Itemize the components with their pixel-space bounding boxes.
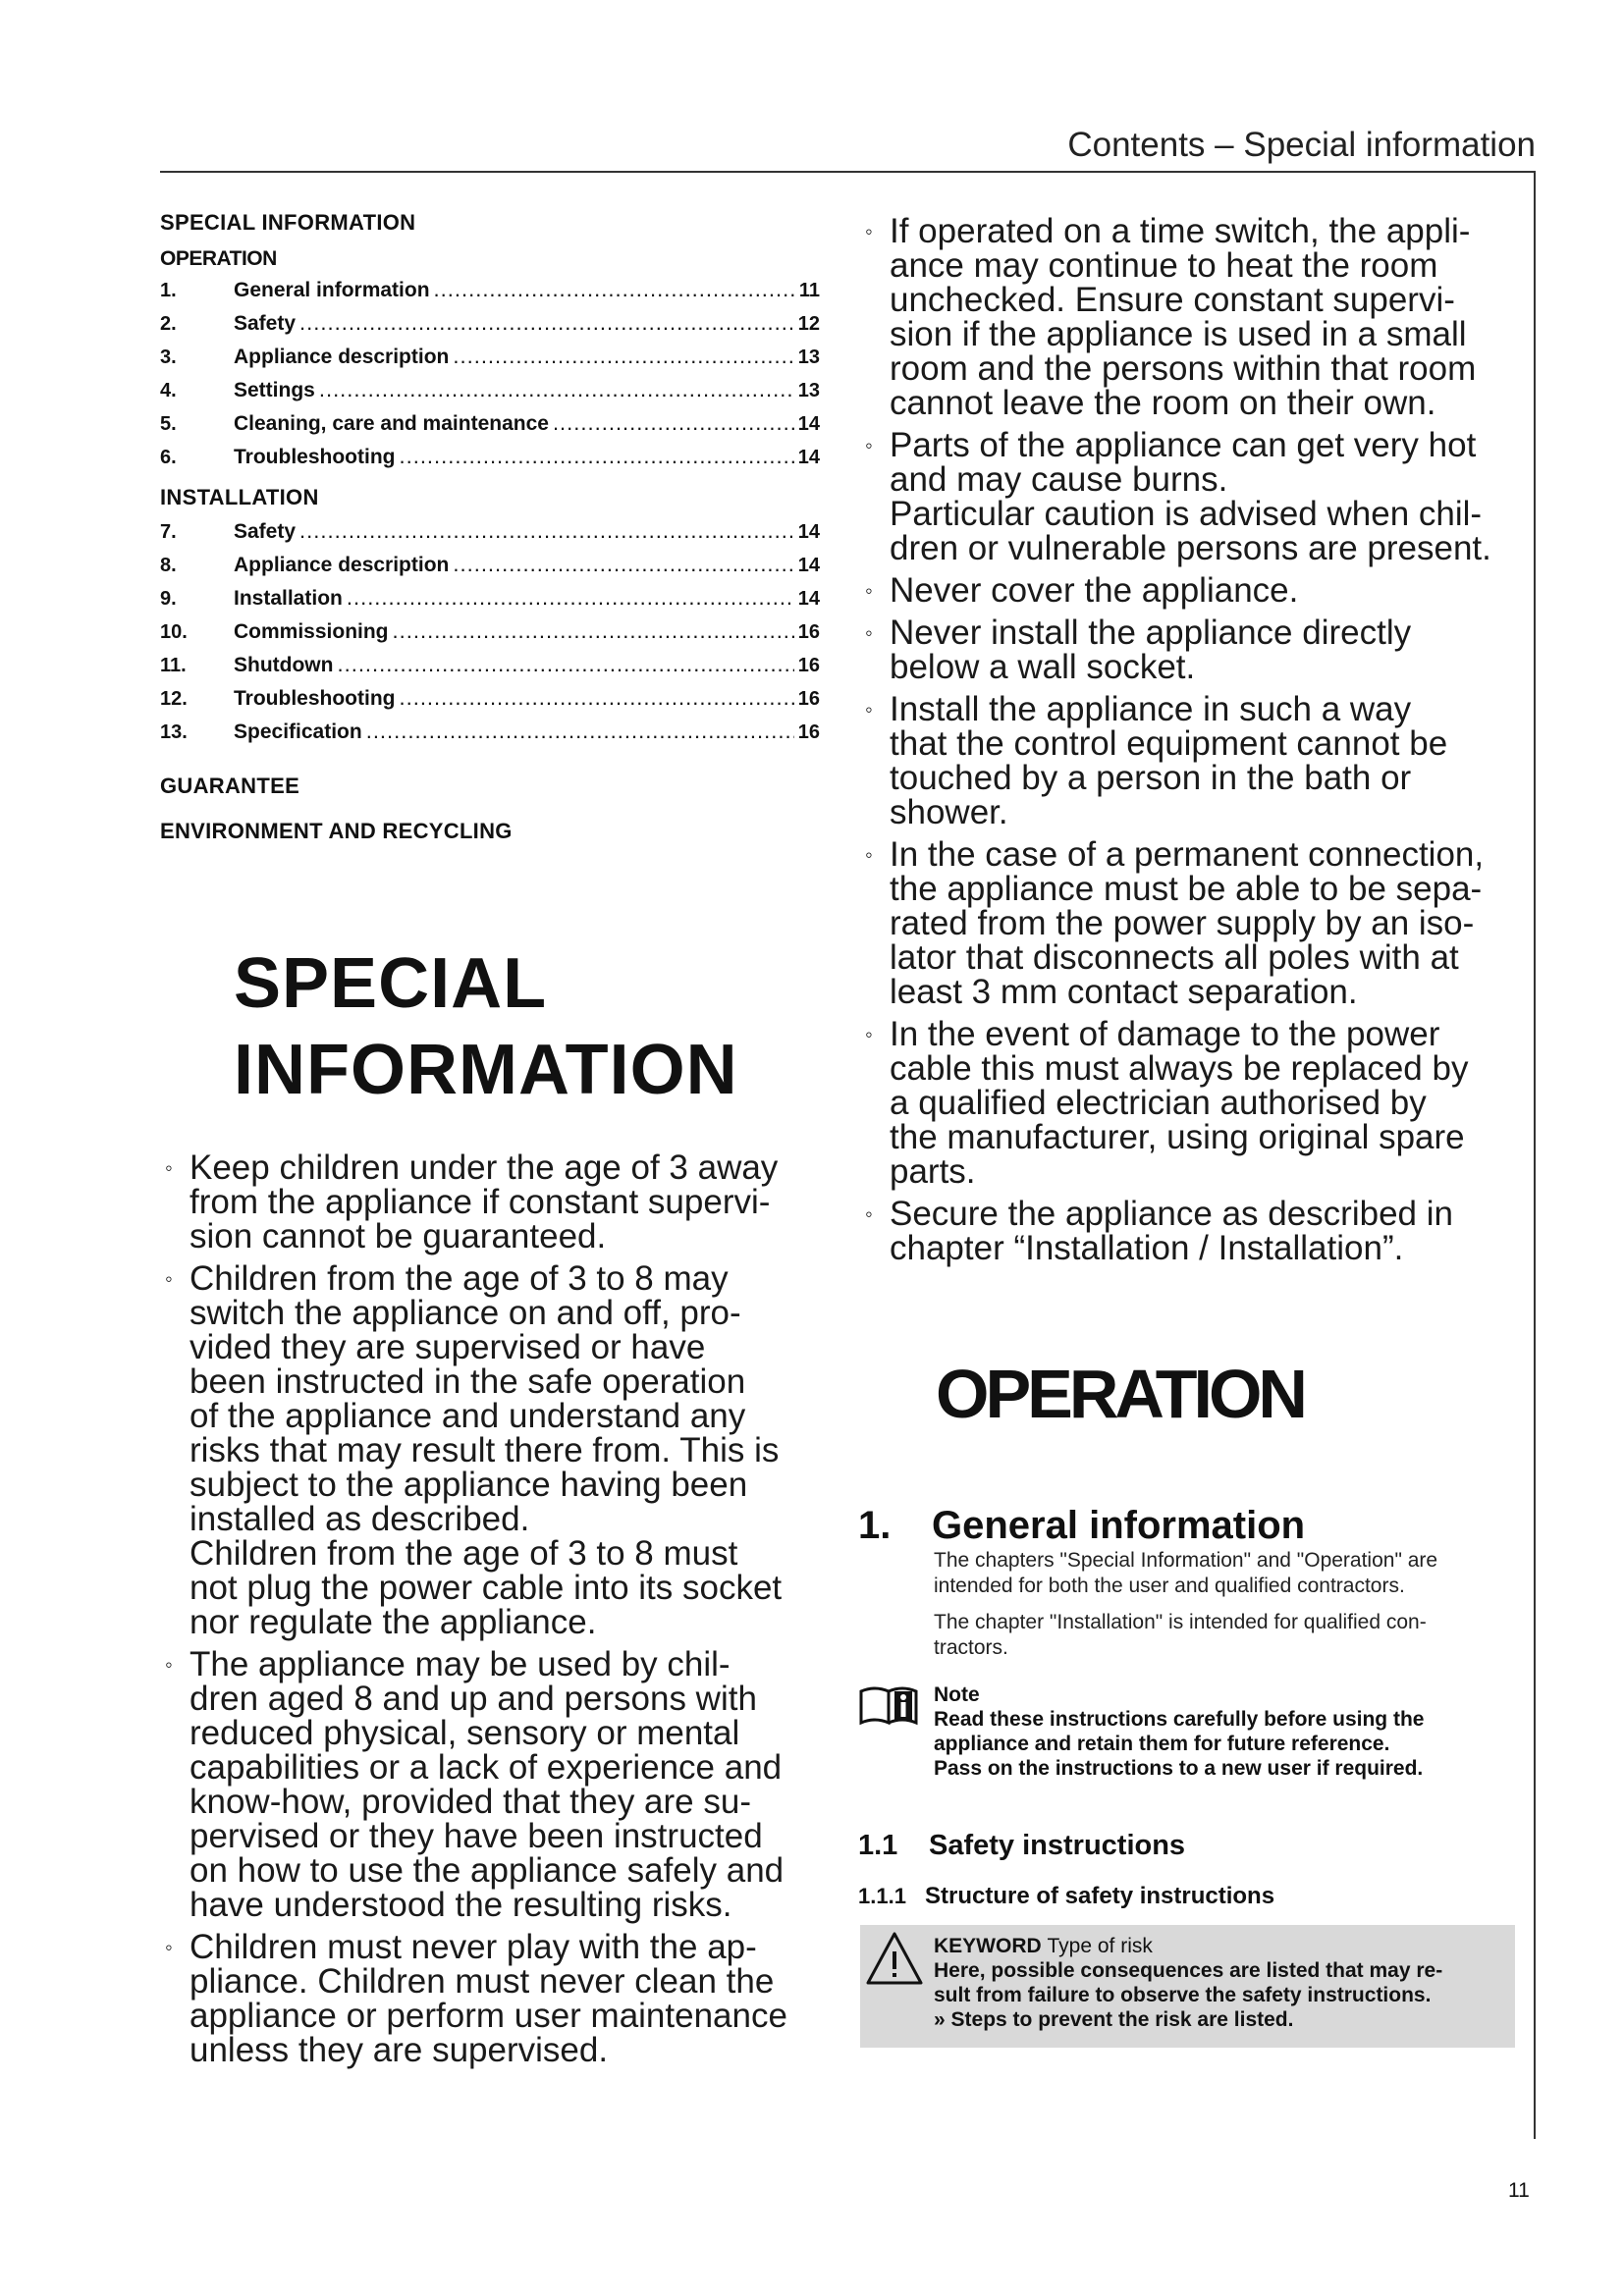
- toc-page: 14: [797, 555, 820, 576]
- toc-label: Installation: [234, 587, 343, 610]
- bullet-marker: ◦: [865, 1201, 873, 1226]
- toc-page: 13: [797, 347, 820, 368]
- toc-page: 11: [798, 280, 820, 301]
- bullet-marker: ◦: [865, 842, 873, 867]
- bullet-marker: ◦: [165, 1266, 173, 1291]
- bullet-text: Never install the appliance directly below a wall socket.: [890, 614, 1412, 686]
- toc-number: 6.: [160, 447, 177, 468]
- toc-page: 13: [797, 380, 820, 401]
- toc-label: Settings: [234, 379, 315, 401]
- bullet-item: [865, 1015, 1538, 1191]
- bullet-item: [165, 1148, 838, 1255]
- toc-leader-dots: [553, 410, 794, 436]
- toc-number: 7.: [160, 521, 177, 543]
- toc-section-environment: ENVIRONMENT AND RECYCLING: [160, 819, 513, 843]
- bullet-marker: ◦: [865, 578, 873, 603]
- toc-row[interactable]: [160, 585, 820, 618]
- toc-number: 1.: [160, 280, 177, 301]
- toc-page: 14: [797, 588, 820, 610]
- bullet-text: The appliance may be used by chil- dren aged 8 and up and persons with reduced physical, sensory or mental capabilities or a lack of experience and know-how, provided that they are su- pervised or they have been instructed on how to use the appliance safely and have understood the resulting risks.: [189, 1645, 785, 1924]
- bullet-marker: ◦: [865, 1022, 873, 1046]
- bullet-item: [165, 1645, 838, 1924]
- toc-section-operation: OPERATION: [160, 247, 277, 270]
- toc-leader-dots: [434, 277, 795, 302]
- toc-row[interactable]: [160, 277, 820, 310]
- toc-number: 10.: [160, 621, 188, 643]
- toc-number: 13.: [160, 721, 188, 743]
- toc-label: Safety: [234, 312, 297, 335]
- toc-label: Appliance description: [234, 554, 450, 576]
- toc-leader-dots: [299, 518, 794, 544]
- operation-title: OPERATION: [936, 1356, 1304, 1432]
- note-text: Read these instructions carefully before using the appliance and retain them for future reference. Pass on the instructions to a new user if required.: [934, 1708, 1425, 1780]
- toc-row[interactable]: [160, 444, 820, 477]
- bullet-marker: ◦: [865, 697, 873, 721]
- note-heading: Note: [934, 1683, 980, 1706]
- toc-number: 2.: [160, 313, 177, 335]
- bullet-text: Install the appliance in such a way that the control equipment cannot be touched by a person in the bath or shower.: [890, 690, 1448, 831]
- toc-section-guarantee: GUARANTEE: [160, 774, 300, 798]
- toc-label: Cleaning, care and maintenance: [234, 412, 549, 435]
- bullet-marker: ◦: [865, 433, 873, 457]
- toc-label: General information: [234, 279, 430, 301]
- toc-row[interactable]: [160, 518, 820, 552]
- toc-leader-dots: [337, 652, 793, 677]
- bullet-item: [865, 690, 1538, 831]
- toc-row[interactable]: [160, 552, 820, 585]
- toc-label: Safety: [234, 520, 297, 543]
- toc-section-special: SPECIAL INFORMATION: [160, 210, 416, 235]
- toc-leader-dots: [366, 719, 794, 744]
- toc-number: 5.: [160, 413, 177, 435]
- bullet-item: [865, 614, 1538, 686]
- toc-row[interactable]: [160, 618, 820, 652]
- bullet-marker: ◦: [165, 1935, 173, 1959]
- bullet-text: Children must never play with the ap- pliance. Children must never clean the appliance or perform user maintenance unless they are supervised.: [189, 1928, 787, 2069]
- toc-row[interactable]: [160, 377, 820, 410]
- toc-leader-dots: [319, 377, 794, 402]
- header-title: Contents – Special information: [1067, 126, 1536, 164]
- bullet-marker: ◦: [165, 1652, 173, 1677]
- header-rule: [160, 171, 1536, 173]
- toc-number: 9.: [160, 588, 177, 610]
- toc-label: Specification: [234, 721, 362, 743]
- toc-leader-dots: [399, 685, 793, 711]
- right-bullet-list: [865, 212, 1538, 1273]
- toc-installation-list: [160, 518, 820, 752]
- bullet-item: [865, 835, 1538, 1011]
- toc-row[interactable]: [160, 344, 820, 377]
- section-1-paragraph-2: The chapter "Installation" is intended for qualified con- tractors.: [934, 1611, 1427, 1659]
- bullet-item: [865, 426, 1538, 567]
- bullet-marker: ◦: [865, 219, 873, 243]
- bullet-item: [865, 571, 1538, 610]
- page-number: 11: [1508, 2179, 1530, 2202]
- toc-number: 11.: [160, 655, 187, 676]
- toc-page: 16: [797, 655, 820, 676]
- toc-number: 4.: [160, 380, 177, 401]
- toc-number: 3.: [160, 347, 177, 368]
- special-information-title: [234, 940, 738, 1113]
- bullet-item: [165, 1259, 838, 1641]
- section-1-1-1-heading: [858, 1883, 1274, 1910]
- toc-page: 14: [797, 447, 820, 468]
- toc-leader-dots: [453, 344, 793, 369]
- toc-page: 16: [797, 721, 820, 743]
- left-bullet-list: [165, 1148, 838, 2075]
- toc-row[interactable]: [160, 652, 820, 685]
- bullet-text: Parts of the appliance can get very hot and may cause burns. Particular caution is advised when chil- dren or vulnerable persons are present.: [890, 426, 1491, 567]
- toc-number: 12.: [160, 688, 188, 710]
- toc-label: Appliance description: [234, 346, 450, 368]
- bullet-item: [865, 1195, 1538, 1267]
- bullet-text: If operated on a time switch, the appli- ance may continue to heat the room unchecked. Ensure constant supervi- sion if the appliance is used in a small room and the persons within that room cannot leave the room on their own.: [890, 212, 1477, 422]
- warning-keyword: KEYWORD: [934, 1935, 1042, 1957]
- toc-page: 14: [797, 413, 820, 435]
- toc-page: 14: [797, 521, 820, 543]
- section-1-title: General information: [932, 1504, 1306, 1547]
- bullet-text: Children from the age of 3 to 8 may switch the appliance on and off, pro- vided they are supervised or have been instructed in the safe operation of the appliance and understand any risks that may result there from. This is subject to the appliance having been installed as described. Children from the age of 3 to 8 must not plug the power cable into its socket nor regulate the appliance.: [189, 1259, 783, 1641]
- bullet-item: [865, 212, 1538, 422]
- special-title-line2: INFORMATION: [234, 1031, 738, 1109]
- note-block: [934, 1682, 1523, 1781]
- bullet-text: In the case of a permanent connection, the appliance must be able to be sepa- rated from the power supply by an iso- lator that disconnects all poles with at least 3 mm contact separation.: [890, 835, 1485, 1011]
- toc-label: Troubleshooting: [234, 446, 396, 468]
- table-of-contents: [160, 210, 820, 856]
- section-1-paragraph-1: The chapters "Special Information" and "Operation" are intended for both the user and qualified contractors.: [934, 1549, 1438, 1597]
- toc-label: Shutdown: [234, 654, 334, 676]
- bullet-marker: ◦: [165, 1155, 173, 1180]
- bullet-text: Never cover the appliance.: [890, 571, 1299, 610]
- special-title-line1: SPECIAL: [234, 944, 548, 1023]
- toc-row[interactable]: [160, 310, 820, 344]
- section-1-1-title: Safety instructions: [929, 1830, 1186, 1861]
- section-1-1-number: 1.1: [858, 1830, 898, 1861]
- bullet-marker: ◦: [865, 620, 873, 645]
- toc-row[interactable]: [160, 410, 820, 444]
- warning-text-block: [934, 1934, 1523, 2032]
- toc-label: Troubleshooting: [234, 687, 396, 710]
- warning-triangle-icon: [864, 1930, 925, 1987]
- toc-label: Commissioning: [234, 620, 389, 643]
- toc-leader-dots: [299, 310, 794, 336]
- section-1-1-1-title: Structure of safety instructions: [925, 1883, 1275, 1909]
- toc-row[interactable]: [160, 685, 820, 719]
- section-1-1-heading: [858, 1830, 1185, 1862]
- section-1-heading: [858, 1504, 1305, 1548]
- toc-section-installation: INSTALLATION: [160, 485, 319, 509]
- toc-row[interactable]: [160, 719, 820, 752]
- bullet-text: Keep children under the age of 3 away from the appliance if constant supervi- sion cannot be guaranteed.: [189, 1148, 779, 1255]
- toc-leader-dots: [347, 585, 794, 611]
- bullet-text: In the event of damage to the power cable this must always be replaced by a qualified electrician authorised by the manufacturer, using original spare parts.: [890, 1015, 1469, 1191]
- toc-number: 8.: [160, 555, 177, 576]
- toc-page: 12: [797, 313, 820, 335]
- toc-leader-dots: [399, 444, 793, 469]
- bullet-item: [165, 1928, 838, 2069]
- section-1-1-1-number: 1.1.1: [858, 1884, 906, 1908]
- toc-page: 16: [797, 621, 820, 643]
- note-book-icon: [857, 1683, 924, 1729]
- bullet-text: Secure the appliance as described in chapter “Installation / Installation”.: [890, 1195, 1453, 1267]
- section-1-number: 1.: [858, 1504, 892, 1547]
- toc-page: 16: [797, 688, 820, 710]
- warning-type: Type of risk: [1047, 1935, 1153, 1957]
- toc-operation-list: [160, 277, 820, 477]
- toc-leader-dots: [393, 618, 794, 644]
- warning-text: Here, possible consequences are listed that may re- sult from failure to observe the safety instructions. » Steps to prevent the risk are listed.: [934, 1959, 1443, 2031]
- toc-leader-dots: [453, 552, 793, 577]
